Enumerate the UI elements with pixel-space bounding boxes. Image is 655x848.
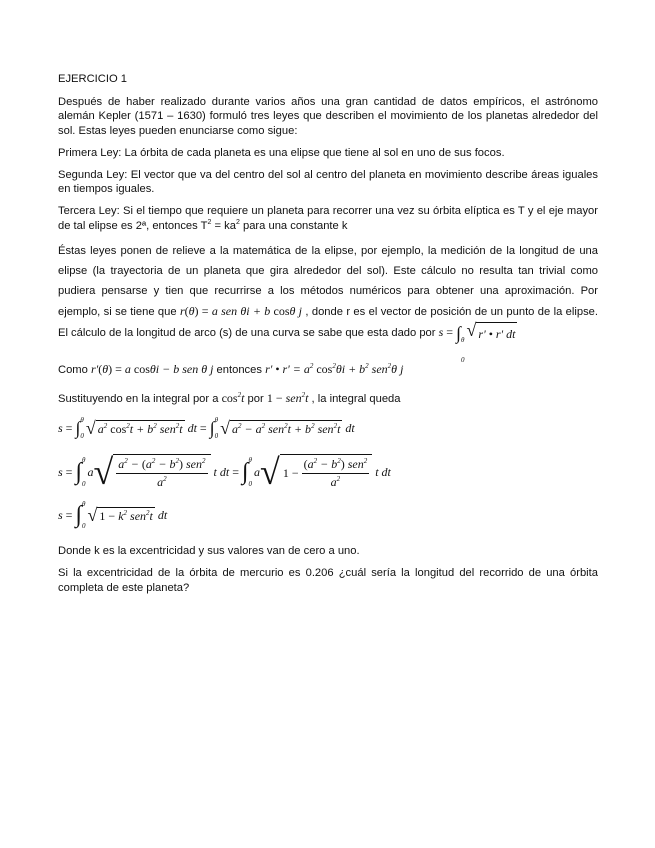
integral-equation-1: s = ∫ θ 0 √ $a^2$ $\cos^2t + b^2$ sen$^2$t dt = ∫ θ 0 √ $a^2 - a^2$ $sen^2t + b^2$ sen$^2$t dt (58, 416, 355, 441)
document-page (58, 72, 598, 603)
question-paragraph: Si la excentricidad de la órbita de mercurio es 0.206 ¿cuál sería la longitud del recorrido de una órbita completa de este planeta? (58, 567, 598, 594)
eccentricity-note: Donde k es la excentricidad y sus valores van de cero a uno. (58, 545, 360, 558)
second-law: Segunda Ley: El vector que va del centro del sol al centro del planeta en movimiento describe áreas iguales en tiempos iguales. (58, 169, 598, 196)
integral-equation-3: s = ∫ θ 0 √ $1 - k^2$ sen$^2$t dt (58, 500, 168, 531)
third-law: Tercera Ley: Si el tiempo que requiere un planeta para recorrer una vez su órbita elíptica es T y el eje mayor de tal elipse es 2ª, entonces $T^2 = ka^2$ para una constante k (58, 205, 598, 232)
derivative-formula: r'(θ) = a cosθi − b sen θ j (90, 361, 214, 376)
substitution-line: Sustituyendo en la integral por a $\cos^2t$ por 1 − sen$^2$t , la integral queda (58, 391, 401, 406)
dot-product-formula: r' • $r' = a^2$ $\cos^2\theta i + b^2$ sen$^2$θ j (265, 361, 404, 376)
first-law: Primera Ley: La órbita de cada planeta es una elipse que tiene al sol en uno de sus focos. (58, 146, 505, 159)
ellipse-paragraph: Éstas leyes ponen de relieve a la matemática de la elipse, por ejemplo, la medición de la longitud de una elipse (la trayectoria de un planeta que gira alrededor del sol). Este cálculo no resulta tan trivial como pudiera pensarse y tien que recurrirse a los métodos numéricos para obtener una aproximación. Por ejemplo, si se tiene que r(θ) = a sen θi + b cosθ j , donde r es el vector de posición de un punto de la elipse. El cálculo de la longitud de arco (s) de una curva se sabe que esta dado por s = ∫ θ 0 √ r' • r' dt (58, 244, 599, 364)
position-vector-formula: r(θ) = a sen θi + b cosθ j (179, 303, 302, 318)
arc-length-formula: s = ∫ θ 0 √ r' • r' dt (438, 320, 516, 364)
exercise-title: EJERCICIO 1 (58, 73, 128, 85)
integral-equation-2: s = ∫ θ 0 a √ $\frac{a^2 - (a^2 - b^2) sen^2}{a^2}$ t dt = ∫ θ 0 a √ 1 − $\frac{(a^2 - b^2) sen^2}{a^2}$ t dt (58, 452, 391, 493)
intro-paragraph: Después de haber realizado durante varios años una gran cantidad de datos empíricos, el astrónomo alemán Kepler (1571 – 1630) formuló tres leyes que describen el movimiento de los planetas alrededor del sol. Estas leyes pueden enunciarse como sigue: (58, 96, 598, 137)
derivative-line: Como r'(θ) = a cosθi − b sen θ j entonces r' • $r' = a^2$ $\cos^2\theta i + b^2$ sen$^2$θ j (58, 361, 404, 376)
